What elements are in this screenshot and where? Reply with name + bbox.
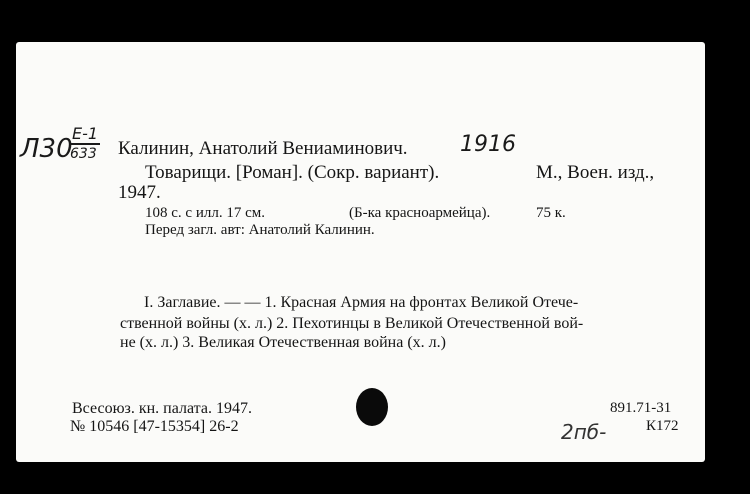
call-number-top: Е-1: [72, 124, 99, 143]
punch-hole: [356, 388, 388, 426]
subject-tracing-line-2: ственной войны (х. л.) 2. Пехотинцы в Великой Отечественной вой-: [120, 315, 584, 332]
chamber-imprint: Всесоюз. кн. палата. 1947.: [72, 400, 252, 417]
series: (Б-ка красноармейца).: [349, 205, 491, 221]
handwritten-note: 1916: [460, 132, 516, 157]
author-note: Перед загл. авт: Анатолий Калинин.: [145, 222, 375, 238]
price: 75 к.: [536, 205, 566, 221]
call-number-prefix: Л30: [20, 134, 73, 164]
classification-number: 891.71-31: [610, 400, 672, 416]
title-line: Товарищи. [Роман]. (Сокр. вариант).: [145, 162, 440, 183]
imprint: М., Воен. изд.,: [536, 162, 655, 183]
author-mark: К172: [646, 418, 679, 434]
subject-tracing-line-3: не (х. л.) 3. Великая Отечественная война (х. л.): [120, 334, 446, 351]
subject-tracing-line-1: I. Заглавие. — — 1. Красная Армия на фронтах Великой Отече-: [144, 294, 579, 311]
registration-number: № 10546 [47-15354] 26-2: [70, 418, 239, 435]
author-heading: Калинин, Анатолий Вениаминович.: [118, 138, 408, 159]
call-number-bottom: 633: [70, 146, 97, 162]
physical-description: 108 с. с илл. 17 см.: [145, 205, 265, 221]
handwritten-mark: 2пб-: [561, 420, 607, 444]
catalog-card: [16, 42, 705, 462]
publication-year: 1947.: [118, 182, 161, 203]
